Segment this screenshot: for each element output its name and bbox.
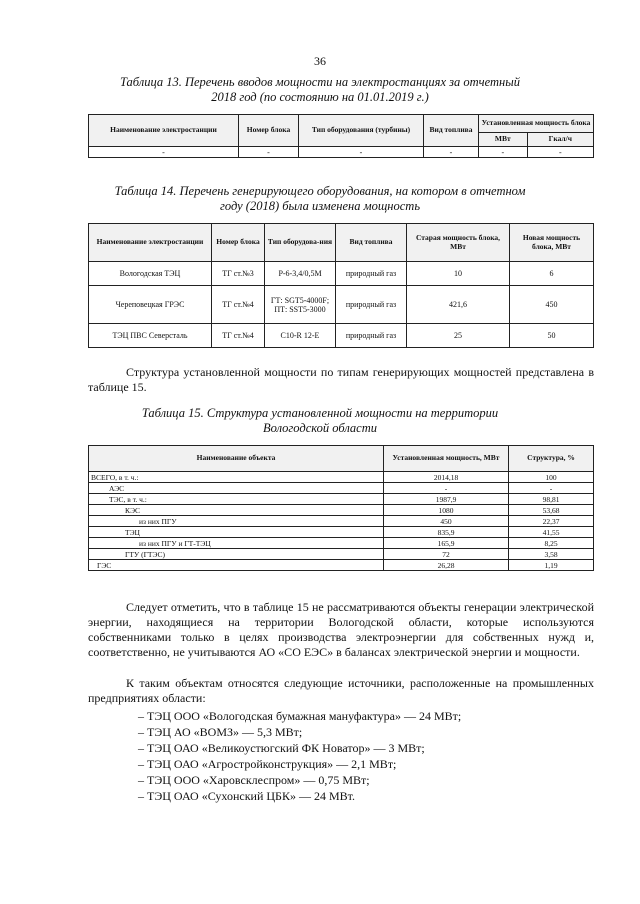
table14-cell: 450 [510,286,594,324]
table15-header: Установленная мощность, МВт [384,446,509,472]
table14-header: Старая мощность блока, МВт [407,224,510,262]
table14-header: Тип оборудова-ния [265,224,336,262]
table-row [89,483,594,494]
table-row [89,516,594,527]
table15-caption [90,406,550,436]
table13-header-fuel: Вид топлива [424,115,479,147]
table13-caption [90,75,550,105]
table14-cell: 6 [510,262,594,286]
table13 [88,114,594,158]
table15-name: ВСЕГО, в т. ч.: [89,472,384,483]
table15-name: из них ПГУ и ГТ-ТЭЦ [89,538,384,549]
table14-header: Наименование электростанции [89,224,212,262]
table14-cell: ТГ ст.№3 [212,262,265,286]
table15-name: ГЭС [89,560,384,571]
table14-cell: 25 [407,324,510,348]
table14 [88,223,594,348]
table14-cell: С10-R 12-Е [265,324,336,348]
paragraph-note: Следует отметить, что в таблице 15 не рассматриваются объекты генерации электрической энергии, находящиеся на территории Вологодской области, которые используются собственниками только в целях производства электроэнергии для собственных нужд и, соответственно, не учитываются АО «СО ЕЭС» в балансах электрической энергии и мощности. [88,600,594,659]
table-row [89,324,594,348]
table15-mw: 26,28 [384,560,509,571]
table13-caption-line1: Таблица 13. Перечень вводов мощности на электростанциях за отчетный [120,75,520,89]
table14-caption-line2: году (2018) была изменена мощность [219,199,421,213]
table14-header: Номер блока [212,224,265,262]
table14-cell: Р-6-3,4/0,5М [265,262,336,286]
table15-header: Структура, % [509,446,594,472]
table15-mw: 450 [384,516,509,527]
list-item: – ТЭЦ ОАО «Великоустюгский ФК Новатор» — 3 МВт; [138,741,425,755]
table14-cell: ТГ ст.№4 [212,286,265,324]
sources-list [138,708,594,804]
table14-cell: ТГ ст.№4 [212,324,265,348]
table-row [89,262,594,286]
table14-caption-line1: Таблица 14. Перечень генерирующего оборудования, на котором в отчетном [114,184,526,198]
table-row [89,527,594,538]
table14-cell: 50 [510,324,594,348]
table-row [89,505,594,516]
table13-header-capacity: Установленная мощность блока [479,115,594,133]
table13-cell: - [527,147,593,158]
table14-cell: 421,6 [407,286,510,324]
table14-cell: Череповецкая ГРЭС [89,286,212,324]
table15-mw: 165,9 [384,538,509,549]
table13-header-unit: Номер блока [239,115,299,147]
table15-name: АЭС [89,483,384,494]
table13-header-plant: Наименование электростанции [89,115,239,147]
table14-caption [90,184,550,214]
table15-header: Наименование объекта [89,446,384,472]
table14-cell: природный газ [336,324,407,348]
paragraph-structure: Структура установленной мощности по типам генерирующих мощностей представлена в таблице 15. [88,365,594,394]
table15-name: ТЭЦ [89,527,384,538]
list-item: – ТЭЦ ООО «Харовсклеспром» — 0,75 МВт; [138,773,370,787]
table15-mw: 72 [384,549,509,560]
list-item: – ТЭЦ ООО «Вологодская бумажная мануфактура» — 24 МВт; [138,709,462,723]
table14-cell: природный газ [336,262,407,286]
table14-cell: природный газ [336,286,407,324]
table15-mw: - [384,483,509,494]
list-item: – ТЭЦ АО «ВОМЗ» — 5,3 МВт; [138,725,303,739]
table15-pct: 41,55 [509,527,594,538]
list-item: – ТЭЦ ОАО «Агростройконструкция» — 2,1 МВт; [138,757,397,771]
table-row [89,560,594,571]
table13-caption-line2: 2018 год (по состоянию на 01.01.2019 г.) [211,90,429,104]
table14-cell: ГТ: SGT5-4000F; ПТ: SST5-3000 [265,286,336,324]
table15-caption-line1: Таблица 15. Структура установленной мощности на территории [141,406,499,420]
table-row [89,538,594,549]
table15-pct: 8,25 [509,538,594,549]
table15-caption-line2: Вологодской области [263,421,377,435]
paragraph-sources: К таким объектам относятся следующие источники, расположенные на промышленных предприятиях области: [88,676,594,705]
table14-header: Новая мощность блока, МВт [510,224,594,262]
table13-cell: - [89,147,239,158]
table15-mw: 1080 [384,505,509,516]
table15-name: КЭС [89,505,384,516]
table15-pct: 53,68 [509,505,594,516]
table15-pct: 100 [509,472,594,483]
table-row [89,286,594,324]
table13-cell: - [479,147,528,158]
table15-mw: 835,9 [384,527,509,538]
page-number: 36 [314,54,326,68]
table15-name: ГТУ (ГТЭС) [89,549,384,560]
table15-pct: 22,37 [509,516,594,527]
table13-cell: - [239,147,299,158]
table13-header-gcal: Гкал/ч [527,133,593,147]
table15-mw: 1987,9 [384,494,509,505]
table-row [89,472,594,483]
table14-cell: 10 [407,262,510,286]
table15-mw: 2014,18 [384,472,509,483]
table15-name: из них ПГУ [89,516,384,527]
table-row [89,494,594,505]
table15-pct: 3,58 [509,549,594,560]
table14-header: Вид топлива [336,224,407,262]
table15-pct: - [509,483,594,494]
table15-name: ТЭС, в т. ч.: [89,494,384,505]
table15 [88,445,594,571]
table13-cell: - [299,147,424,158]
table-row [89,549,594,560]
table13-cell: - [424,147,479,158]
table13-header-equipment: Тип оборудования (турбины) [299,115,424,147]
table14-cell: ТЭЦ ПВС Северсталь [89,324,212,348]
table13-header-mw: МВт [479,133,528,147]
list-item: – ТЭЦ ОАО «Сухонский ЦБК» — 24 МВт. [138,789,355,803]
table15-pct: 1,19 [509,560,594,571]
table14-cell: Вологодская ТЭЦ [89,262,212,286]
table15-pct: 98,81 [509,494,594,505]
